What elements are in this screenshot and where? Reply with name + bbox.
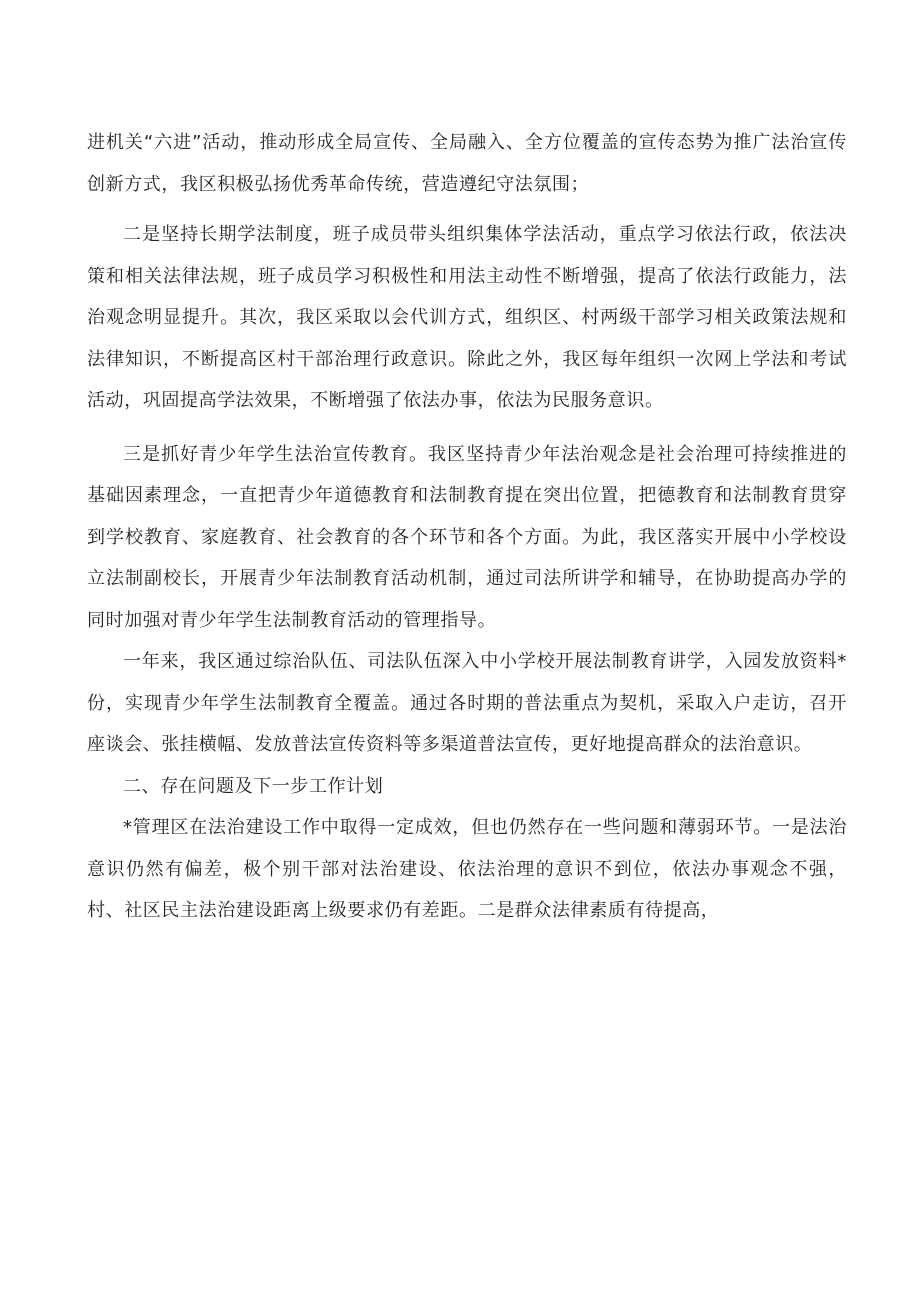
paragraph-problems: *管理区在法治建设工作中取得一定成效，但也仍然存在一些问题和薄弱环节。一是法治意识仍然有偏差，极个别干部对法治建设、依法治理的意识不到位，依法办事观念不强，村、社区民主法治建设距离上级要求仍有差距。二是群众法律素质有待提高，	[87, 817, 847, 921]
paragraph-continuation: 进机关“六进”活动，推动形成全局宣传、全局融入、全方位覆盖的宣传态势为推广法治宣传创新方式，我区积极弘扬优秀革命传统，营造遵纪守法氛围；	[87, 132, 847, 195]
document-body	[87, 122, 847, 932]
section-heading-problems: 二、存在问题及下一步工作计划	[123, 775, 384, 797]
paragraph-study-system: 二是坚持长期学法制度，班子成员带头组织集体学法活动，重点学习依法行政，依法决策和相关法律法规，班子成员学习积极性和用法主动性不断增强，提高了依法行政能力，法治观念明显提升。其次，我区采取以会代训方式，组织区、村两级干部学习相关政策法规和法律知识，不断提高区村干部治理行政意识。除此之外，我区每年组织一次网上学法和考试活动，巩固提高学法效果，不断增强了依法办事，依法为民服务意识。	[87, 224, 847, 411]
paragraph-year-review: 一年来，我区通过综治队伍、司法队伍深入中小学校开展法制教育讲学，入园发放资料*份，实现青少年学生法制教育全覆盖。通过各时期的普法重点为契机，采取入户走访，召开座谈会、张挂横幅、发放普法宣传资料等多渠道普法宣传，更好地提高群众的法治意识。	[87, 651, 847, 755]
paragraph-youth-education: 三是抓好青少年学生法治宣传教育。我区坚持青少年法治观念是社会治理可持续推进的基础因素理念，一直把青少年道德教育和法制教育提在突出位置，把德教育和法制教育贯穿到学校教育、家庭教育、社会教育的各个环节和各个方面。为此，我区落实开展中小学校设立法制副校长，开展青少年法制教育活动机制，通过司法所讲学和辅导，在协助提高办学的同时加强对青少年学生法制教育活动的管理指导。	[87, 443, 847, 631]
